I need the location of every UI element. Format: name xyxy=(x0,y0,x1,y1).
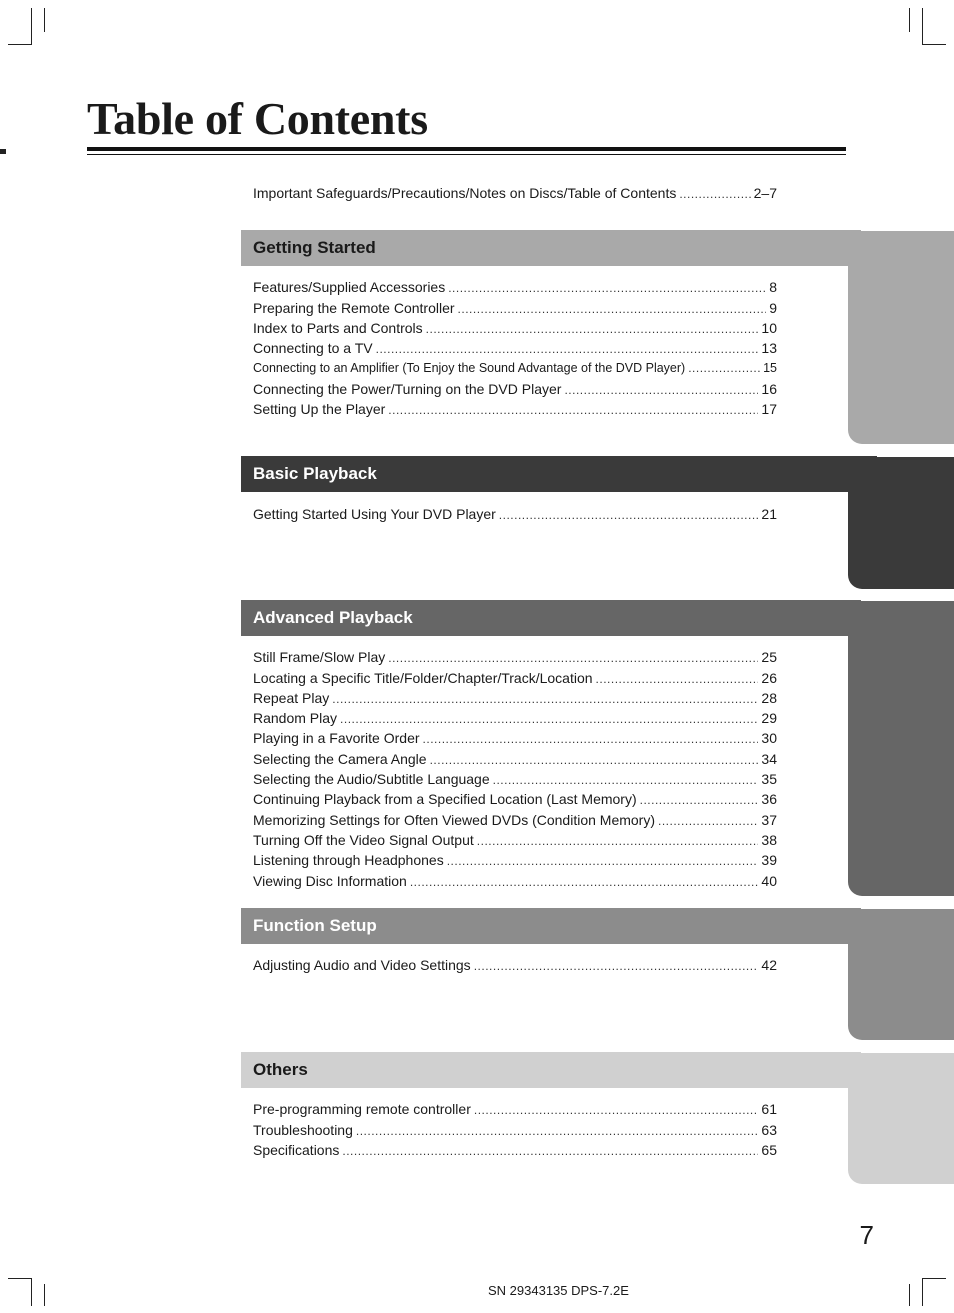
toc-entry-page: 34 xyxy=(761,751,777,767)
toc-entry[interactable] xyxy=(253,850,777,871)
toc-entry-title: Random Play xyxy=(253,710,338,726)
toc-entry-title: Selecting the Audio/Subtitle Language xyxy=(253,771,490,787)
leader-dots xyxy=(448,278,766,298)
section-tab-function-setup xyxy=(848,909,954,1040)
toc-entry-page: 2–7 xyxy=(753,185,777,201)
toc-entry-title: Specifications xyxy=(253,1142,340,1158)
toc-entry-page: 35 xyxy=(761,771,777,787)
crop-mark xyxy=(31,1278,32,1306)
toc-entry[interactable] xyxy=(253,728,777,749)
toc-entry-page: 16 xyxy=(761,381,777,397)
toc-entry-title: Viewing Disc Information xyxy=(253,873,407,889)
toc-entry-title: Troubleshooting xyxy=(253,1122,353,1138)
footer-code: SN 29343135 DPS-7.2E xyxy=(488,1283,629,1298)
toc-entry-page: 65 xyxy=(761,1142,777,1158)
crop-mark xyxy=(922,1278,946,1279)
toc-entry-page: 38 xyxy=(761,832,777,848)
toc-entry[interactable] xyxy=(253,955,777,976)
toc-entry[interactable] xyxy=(253,277,777,298)
toc-entry-title: Still Frame/Slow Play xyxy=(253,649,386,665)
leader-dots xyxy=(499,505,759,525)
toc-entry[interactable] xyxy=(253,708,777,729)
toc-entry[interactable] xyxy=(253,810,777,831)
section-heading-advanced-playback: Advanced Playback xyxy=(241,600,861,636)
leader-dots xyxy=(332,689,758,709)
toc-entry-title: Listening through Headphones xyxy=(253,852,444,868)
crop-mark xyxy=(31,8,32,44)
section-tab-others xyxy=(848,1053,954,1184)
leader-dots xyxy=(388,400,758,420)
leader-dots xyxy=(430,750,759,770)
toc-entry-page: 28 xyxy=(761,690,777,706)
toc-entry-title: Connecting to an Amplifier (To Enjoy the Sound Advantage of the DVD Player) xyxy=(253,361,686,375)
toc-entry[interactable] xyxy=(253,668,777,689)
toc-entry[interactable] xyxy=(253,830,777,851)
leader-dots xyxy=(688,358,760,378)
leader-dots xyxy=(426,319,759,339)
toc-entry-page: 39 xyxy=(761,852,777,868)
title-rule-thin xyxy=(87,154,846,155)
section-heading-basic-playback: Basic Playback xyxy=(241,456,877,492)
toc-entry[interactable] xyxy=(253,871,777,892)
section-tab-getting-started xyxy=(848,231,954,444)
toc-entry-page: 21 xyxy=(761,506,777,522)
toc-entry-page: 29 xyxy=(761,710,777,726)
registration-mark xyxy=(0,149,6,154)
toc-entry-title: Pre-programming remote controller xyxy=(253,1101,471,1117)
toc-entry-page: 63 xyxy=(761,1122,777,1138)
leader-dots xyxy=(356,1121,759,1141)
toc-entry-page: 15 xyxy=(763,361,777,375)
toc-entry[interactable] xyxy=(253,1120,777,1141)
toc-entry[interactable] xyxy=(253,1140,777,1161)
toc-entry-page: 37 xyxy=(761,812,777,828)
toc-entry-title: Selecting the Camera Angle xyxy=(253,751,427,767)
toc-entry[interactable] xyxy=(253,379,777,400)
leader-dots xyxy=(640,790,759,810)
title-rule xyxy=(87,147,846,151)
leader-dots xyxy=(340,709,758,729)
toc-entry-title: Connecting the Power/Turning on the DVD Player xyxy=(253,381,562,397)
toc-entry[interactable] xyxy=(253,749,777,770)
leader-dots xyxy=(447,851,759,871)
section-heading-function-setup: Function Setup xyxy=(241,908,861,944)
toc-entry-title: Continuing Playback from a Specified Location (Last Memory) xyxy=(253,791,637,807)
toc-entry-page: 40 xyxy=(761,873,777,889)
leader-dots xyxy=(388,648,758,668)
leader-dots xyxy=(410,872,759,892)
leader-dots xyxy=(679,184,750,204)
toc-entry-title: Important Safeguards/Precautions/Notes on Discs/Table of Contents xyxy=(253,185,677,201)
toc-entry[interactable] xyxy=(253,318,777,339)
leader-dots xyxy=(477,831,759,851)
section-heading-getting-started: Getting Started xyxy=(241,230,861,266)
leader-dots xyxy=(658,811,758,831)
page-title: Table of Contents xyxy=(87,93,428,144)
crop-mark xyxy=(922,1278,923,1306)
section-heading-others: Others xyxy=(241,1052,861,1088)
toc-entry-page: 25 xyxy=(761,649,777,665)
toc-entry-page: 36 xyxy=(761,791,777,807)
toc-entry-title: Connecting to a TV xyxy=(253,340,373,356)
leader-dots xyxy=(376,339,759,359)
toc-entry[interactable] xyxy=(253,1099,777,1120)
leader-dots xyxy=(342,1141,758,1161)
toc-entry-page: 17 xyxy=(761,401,777,417)
toc-entry-title: Locating a Specific Title/Folder/Chapter/Track/Location xyxy=(253,670,593,686)
crop-mark xyxy=(8,1278,32,1279)
toc-entry-title: Getting Started Using Your DVD Player xyxy=(253,506,496,522)
leader-dots xyxy=(423,729,759,749)
toc-entry[interactable] xyxy=(253,358,777,378)
section-tab-advanced-playback xyxy=(848,601,954,896)
leader-dots xyxy=(493,770,759,790)
toc-entry-title: Memorizing Settings for Often Viewed DVDs (Condition Memory) xyxy=(253,812,656,828)
toc-entry-title: Playing in a Favorite Order xyxy=(253,730,420,746)
toc-entry-title: Adjusting Audio and Video Settings xyxy=(253,957,471,973)
toc-entry-title: Setting Up the Player xyxy=(253,401,386,417)
toc-entry-page: 42 xyxy=(761,957,777,973)
toc-entry[interactable] xyxy=(253,688,777,709)
toc-entry-page: 30 xyxy=(761,730,777,746)
toc-entry[interactable] xyxy=(253,789,777,810)
toc-entry-page: 13 xyxy=(761,340,777,356)
toc-entry-page: 8 xyxy=(769,279,777,295)
toc-entry-title: Preparing the Remote Controller xyxy=(253,300,455,316)
leader-dots xyxy=(474,956,759,976)
toc-entry[interactable] xyxy=(253,399,777,420)
toc-entry-title: Features/Supplied Accessories xyxy=(253,279,446,295)
page-number: 7 xyxy=(859,1220,874,1250)
leader-dots xyxy=(474,1100,759,1120)
crop-mark xyxy=(909,8,910,32)
toc-entry[interactable] xyxy=(253,338,777,359)
toc-entry-page: 10 xyxy=(761,320,777,336)
crop-mark xyxy=(44,1284,45,1306)
toc-entry[interactable] xyxy=(253,298,777,319)
toc-entry-intro[interactable] xyxy=(253,183,777,204)
toc-entry-title: Repeat Play xyxy=(253,690,330,706)
toc-entry[interactable] xyxy=(253,647,777,668)
toc-entry-title: Index to Parts and Controls xyxy=(253,320,423,336)
toc-entry[interactable] xyxy=(253,504,777,525)
toc-entry-page: 9 xyxy=(769,300,777,316)
crop-mark xyxy=(909,1284,910,1306)
toc-entry-page: 61 xyxy=(761,1101,777,1117)
toc-entry-page: 26 xyxy=(761,670,777,686)
crop-mark xyxy=(8,44,32,45)
toc-entry-title: Turning Off the Video Signal Output xyxy=(253,832,474,848)
crop-mark xyxy=(922,8,923,44)
toc-entry[interactable] xyxy=(253,769,777,790)
leader-dots xyxy=(458,299,767,319)
leader-dots xyxy=(564,380,758,400)
crop-mark xyxy=(922,44,946,45)
leader-dots xyxy=(596,669,759,689)
crop-mark xyxy=(44,8,45,32)
